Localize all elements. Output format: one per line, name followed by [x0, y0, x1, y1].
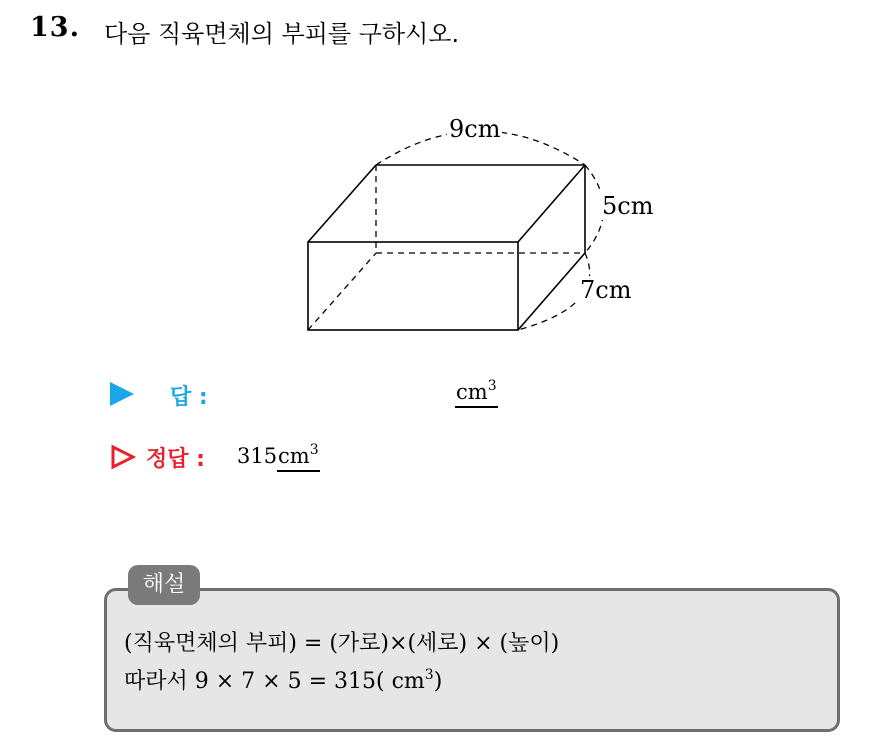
answer-unit-exponent: 3 [487, 378, 497, 394]
prism-front-face [308, 242, 518, 330]
explanation-calc-text: 따라서 9 × 7 × 5 = 315( cm [124, 669, 425, 694]
solution-arrow-icon [110, 444, 136, 470]
solution-unit: cm [278, 444, 310, 468]
solution-unit-exponent: 3 [309, 442, 319, 458]
question-text: 다음 직육면체의 부피를 구하시오. [104, 20, 460, 48]
prism-top-left-edge [308, 165, 376, 242]
prism-hidden-depth-edge [308, 253, 376, 330]
explanation-box [104, 588, 840, 732]
solution-unit-group [277, 444, 320, 472]
depth-label: 7cm [580, 276, 632, 304]
length-label: 9cm [449, 115, 501, 143]
explanation-formula: (직육면체의 부피) = (가로)×(세로) × (높이) [124, 631, 560, 656]
solution-value: 315 [237, 444, 278, 468]
prism-bottom-right-edge [518, 253, 585, 330]
explanation-calculation [124, 664, 442, 695]
explanation-tag: 해설 [128, 565, 200, 605]
answer-arrow-icon [110, 382, 134, 406]
explanation-calc-exponent: 3 [424, 667, 434, 683]
prism-top-right-edge [518, 165, 585, 242]
answer-unit-blank[interactable] [455, 380, 498, 408]
question-number: 13. [30, 12, 80, 43]
solution-label: 정답 : [146, 447, 205, 472]
answer-unit: cm [456, 380, 488, 404]
height-label: 5cm [602, 192, 654, 220]
explanation-calc-suffix: ) [433, 669, 443, 694]
answer-label: 답 : [170, 385, 208, 410]
